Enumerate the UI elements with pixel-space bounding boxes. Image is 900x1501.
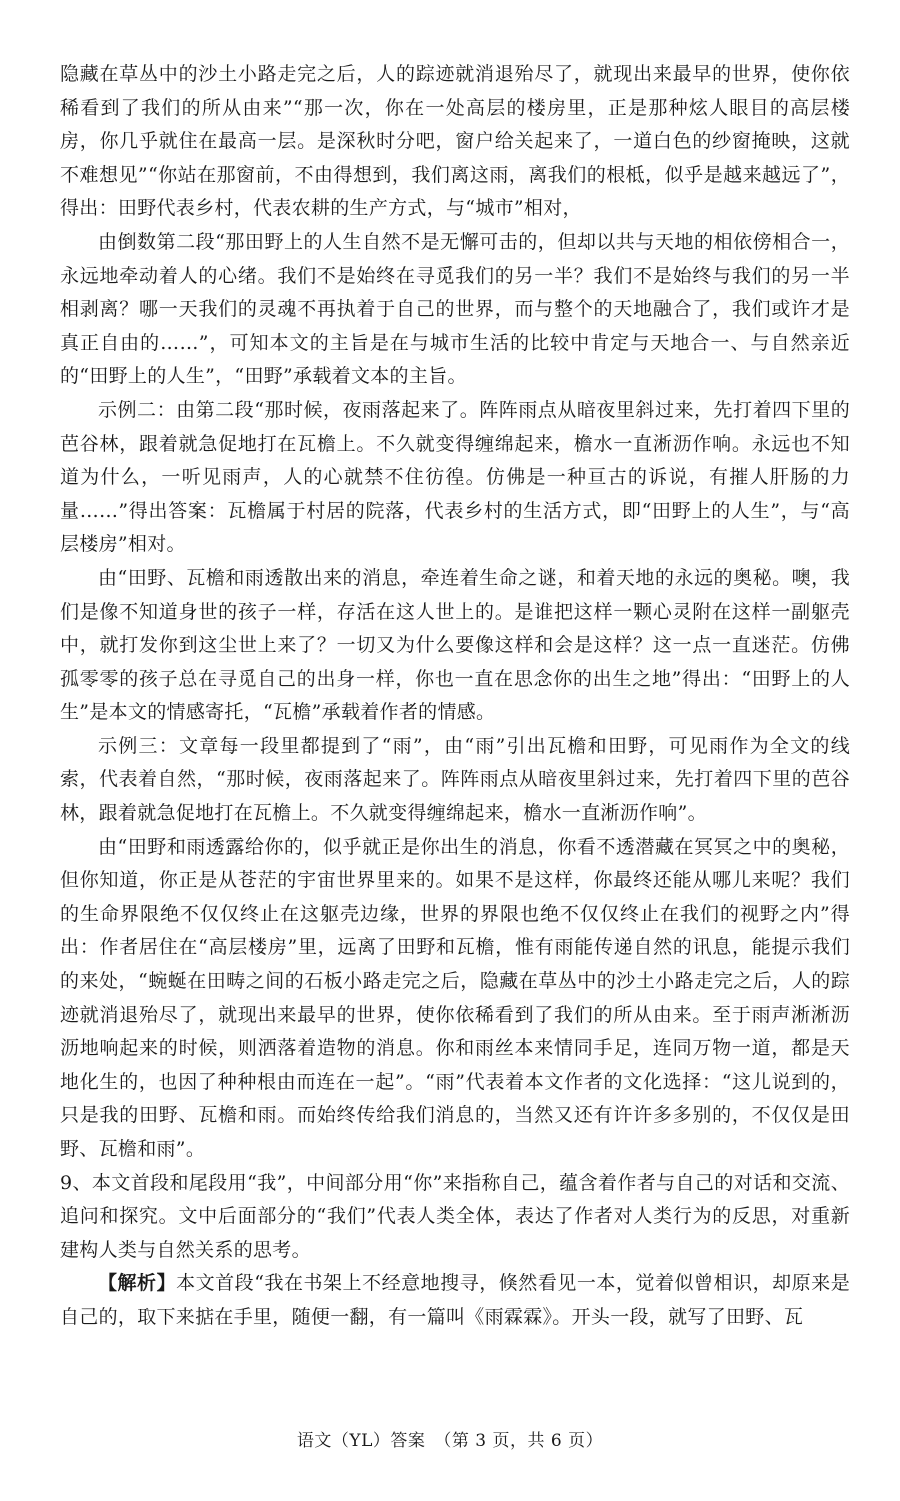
paragraph-theme-analysis: 由倒数第二段“那田野上的人生自然不是无懈可击的，但却以共与天地的相依傍相合一，永远地牵动着人的心绪。我们不是始终在寻觅我们的另一半？我们不是始终与我们的另一半相剥离？哪一天我们的灵魂不再执着于自己的世界，而与整个的天地融合了，我们或许才是真正自由的……”，可知本文的主旨是在与城市生活的比较中肯定与天地合一、与自然亲近的“田野上的人生”，“田野”承载着文本的主旨。 xyxy=(60,230,850,388)
paragraph-example-two: 示例二：由第二段“那时候，夜雨落起来了。阵阵雨点从暗夜里斜过来，先打着四下里的芭谷林，跟着就急促地打在瓦檐上。不久就变得缠绵起来，檐水一直淅沥作响。永远也不知道为什么，一听见雨声，人的心就禁不住彷徨。仿佛是一种亘古的诉说，有摧人肝肠的力量……”得出答案：瓦檐属于村居的院落，代表乡村的生活方式，即“田野上的人生”，与“高层楼房”相对。 xyxy=(60,398,850,556)
page-footer: 语文（YL）答案 （第 3 页，共 6 页） xyxy=(296,1431,604,1451)
paragraph-example-three: 示例三：文章每一段里都提到了“雨”，由“雨”引出瓦檐和田野，可见雨作为全文的线索，代表着自然，“那时候，夜雨落起来了。阵阵雨点从暗夜里斜过来，先打着四下里的芭谷林，跟着就急促地打在瓦檐上。不久就变得缠绵起来，檐水一直淅沥作响”。 xyxy=(60,734,850,825)
analysis-paragraph xyxy=(60,1267,850,1334)
answer-item-9: 9、本文首段和尾段用“我”，中间部分用“你”来指称自己，蕴含着作者与自己的对话和交流、追问和探究。文中后面部分的“我们”代表人类全体，表达了作者对人类行为的反思，对重新建构人类与自然关系的思考。 xyxy=(60,1171,850,1261)
paragraph-rain-analysis: 由“田野和雨透露给你的，似乎就正是你出生的消息，你看不透潜藏在冥冥之中的奥秘，但你知道，你正是从苍茫的宇宙世界里来的。如果不是这样，你最终还能从哪儿来呢？我们的生命界限绝不仅仅终止在这躯壳边缘，世界的界限也绝不仅仅终止在我们的视野之内”得出：作者居住在“高层楼房”里，远离了田野和瓦檐，惟有雨能传递自然的讯息，能提示我们的来处，“蜿蜒在田畴之间的石板小路走完之后，隐藏在草丛中的沙土小路走完之后，人的踪迹就消退殆尽了，就现出来最早的世界，使你依稀看到了我们的所从由来。至于雨声淅淅沥沥地响起来的时候，则洒落着造物的消息。你和雨丝本来情同手足，连同万物一道，都是天地化生的，也因了种种根由而连在一起”。“雨”代表着本文作者的文化选择：“这儿说到的，只是我的田野、瓦檐和雨。而始终传给我们消息的，当然又还有许许多多别的，不仅仅是田野、瓦檐和雨”。 xyxy=(60,835,850,1160)
answer-page xyxy=(60,58,850,1388)
analysis-text: 本文首段“我在书架上不经意地搜寻，倏然看见一本，觉着似曾相识，却原来是自己的，取下来掂在手里，随便一翻，有一篇叫《雨霖霖》。开头一段，就写了田野、瓦 xyxy=(60,1272,850,1328)
paragraph-emotion-analysis: 由“田野、瓦檐和雨透散出来的消息，牵连着生命之谜，和着天地的永远的奥秘。噢，我们是像不知道身世的孩子一样，存活在这人世上的。是谁把这样一颗心灵附在这样一副躯壳中，就打发你到这尘世上来了？一切又为什么要像这样和会是这样？这一点一直迷茫。仿佛孤零零的孩子总在寻觅自己的出身一样，你也一直在思念你的出生之地”得出：“田野上的人生”是本文的情感寄托，“瓦檐”承载着作者的情感。 xyxy=(60,566,850,724)
paragraph-continuation: 隐藏在草丛中的沙土小路走完之后，人的踪迹就消退殆尽了，就现出来最早的世界，使你依稀看到了我们的所从由来”“那一次，你在一处高层的楼房里，正是那种炫人眼目的高层楼房，你几乎就住在最高一层。是深秋时分吧，窗户给关起来了，一道白色的纱窗掩映，这就不难想见”“你站在那窗前，不由得想到，我们离这雨，离我们的根柢，似乎是越来越远了”，得出：田野代表乡村，代表农耕的生产方式，与“城市”相对， xyxy=(60,63,850,220)
analysis-tag: 【解析】 xyxy=(98,1272,177,1295)
